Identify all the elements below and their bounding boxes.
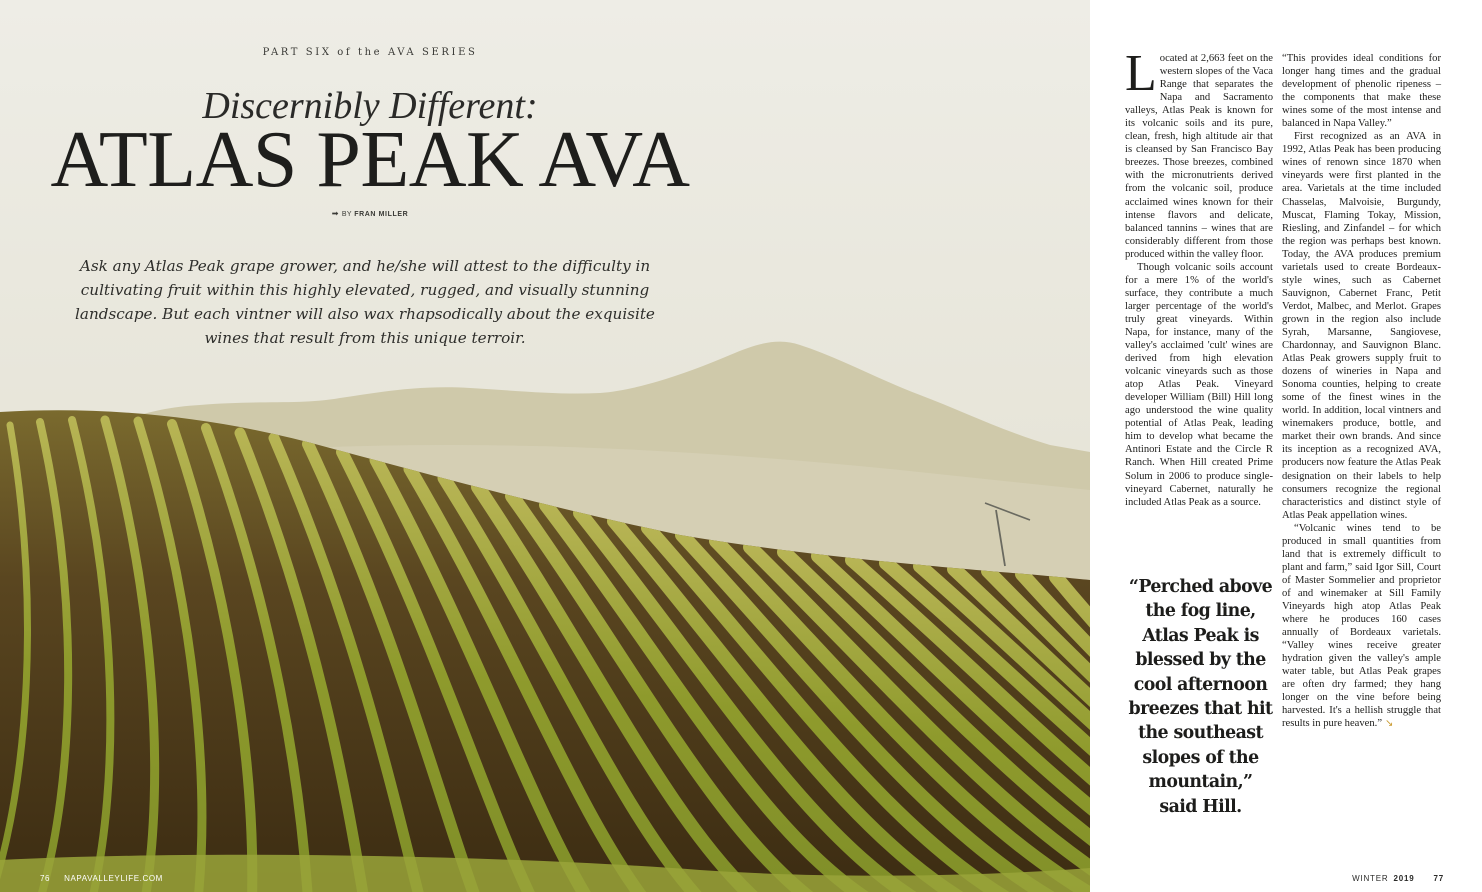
body-paragraph	[1282, 522, 1441, 731]
byline-prefix: BY	[341, 211, 352, 218]
page-number-right: 77	[1433, 874, 1444, 883]
footer-right	[1352, 874, 1444, 883]
body-paragraph	[1125, 45, 1273, 261]
byline	[0, 209, 740, 218]
arrow-right-icon: ➡	[331, 209, 339, 218]
author-name: FRAN MILLER	[354, 211, 409, 218]
issue-season: WINTER	[1352, 874, 1389, 883]
body-paragraph: “This provides ideal conditions for longer hang times and the gradual development of phenolic ripeness – the components that make these wines some of the most intense and balanced in Napa Valley.”	[1282, 53, 1441, 130]
text-column-left	[1125, 45, 1273, 509]
right-page	[1090, 0, 1482, 892]
issue-year: 2019	[1393, 874, 1415, 883]
page-number-left: 76	[40, 874, 51, 883]
body-paragraph: Though volcanic soils account for a mere 1% of the world's surface, they contribute a much larger percentage of the world's truly great vineyards. Within Napa, for instance, many of the valley's acclaimed 'cult' wines are derived from high elevation volcanic vineyards such as those atop Atlas Peak. Vineyard developer William (Bill) Hill long ago understood the wine quality potential of Atlas Peak, leading him to develop what became the Antinori Estate and the Circle R Ranch. When Hill created Prime Solum in 2006 to produce single-vineyard Cabernet, naturally he included Atlas Peak as a source.	[1125, 261, 1273, 508]
paragraph-text: ocated at 2,663 feet on the western slopes of the Vaca Range that separates the Napa and Sacramento valleys, Atlas Peak is known for its volcanic soils and its pure, clean, fresh, high altitude air that is cleansed by San Francisco Bay breezes. Those breezes, combined with the micronutrients derived from the volcanic soil, produce acclaimed wines known for their intense flavors and delicate, balanced tannins – wines that are considerably different from those produced within the valley floor.	[1125, 53, 1273, 260]
pull-quote: “Perched above the fog line, Atlas Peak is blessed by the cool afternoon breezes that hit the southeast slopes of the mountain,” said Hill.	[1128, 577, 1273, 817]
headline-title: ATLAS PEAK AVA	[50, 116, 690, 204]
website-url: NAPAVALLEYLIFE.COM	[64, 874, 163, 883]
text-column-right	[1282, 52, 1441, 730]
end-mark-icon: ↘	[1385, 718, 1394, 730]
body-paragraph: First recognized as an AVA in 1992, Atlas Peak has been producing wines of renown since 1870 when vineyards were first planted in the area. Varietals at the time included Chasselas, Malvoisie, Burgundy, Muscat, Flaming Tokay, Mission, Riesling, and Zinfandel – for which the region was perhaps best known. Today, the AVA produces premium varietals used to create Bordeaux-style wines, such as Cabernet Sauvignon, Cabernet Franc, Petit Verdot, Malbec, and Merlot. Grapes grown in the region also include Syrah, Marsanne, Sangiovese, Chardonnay, and Sauvignon Blanc. Atlas Peak growers supply fruit to dozens of wineries in Napa and Sonoma counties, helping to create some of the finest wines in the world. In addition, local vintners and winemakers produce, bottle, and market their own brands. And since its inception as a recognized AVA, producers now feature the Atlas Peak designation on their labels to help consumers recognize the regional characteristics and distinct style of Atlas Peak appellation wines.	[1282, 131, 1441, 521]
paragraph-text: “Volcanic wines tend to be produced in small quantities from land that is extremely difficult to plant and farm,” said Igor Sill, Court of Master Sommelier and proprietor of and winemaker at Sill Family Vineyards high atop Atlas Peak where he produces 160 cases annually of Bordeaux varietals. “Valley wines receive greater hydration given the valley's ample water table, but Atlas Peak grapes are often dry farmed; they hang longer on the vine before being harvested. It's a hellish struggle that results in pure heaven.”	[1282, 522, 1441, 730]
deck-intro: Ask any Atlas Peak grape grower, and he/she will attest to the difficulty in cultivating fruit within this highly elevated, rugged, and visually stunning landscape. But each vintner will also wax rhapsodically about the exquisite wines that result from this unique terroir.	[75, 257, 655, 347]
series-label: PART SIX of the AVA SERIES	[262, 47, 478, 58]
drop-cap: L	[1125, 45, 1157, 102]
headline-kicker: Discernibly Different:	[202, 85, 538, 127]
footer-left	[40, 874, 177, 883]
